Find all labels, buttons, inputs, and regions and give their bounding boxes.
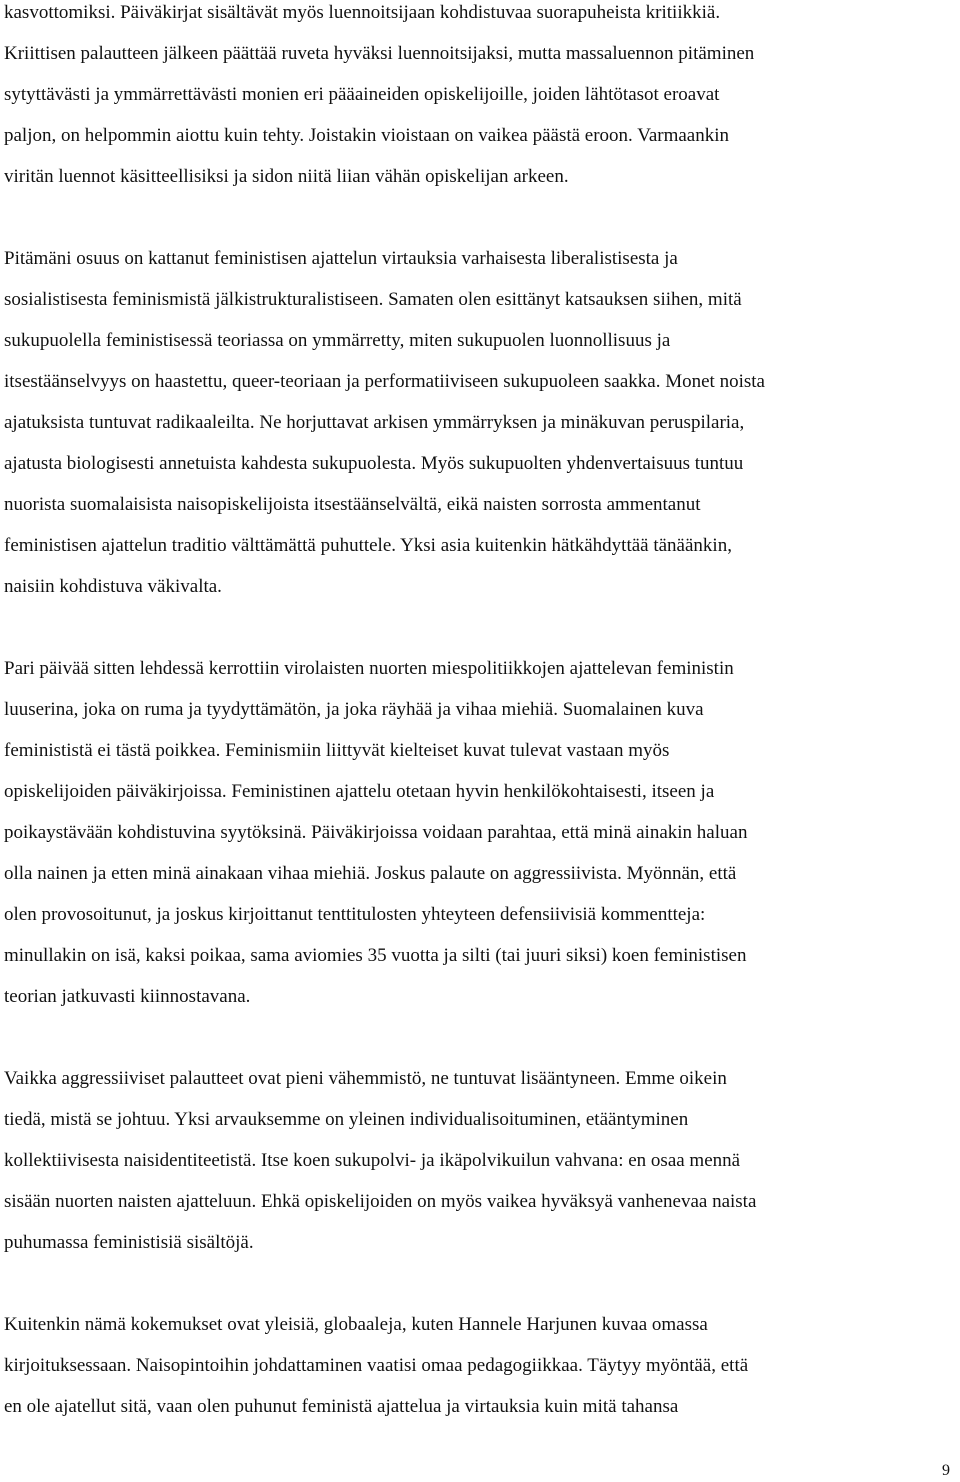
text-line: sosialistisesta feminismistä jälkistrukturalistiseen. Samaten olen esittänyt katsauksen siihen, mitä [4, 289, 742, 310]
text-line: itsestäänselvyys on haastettu, queer-teoriaan ja performatiiviseen sukupuoleen saakka. Monet noista [4, 371, 765, 392]
text-line: naisiin kohdistuva väkivalta. [4, 576, 222, 597]
page-number: 9 [942, 1462, 950, 1479]
text-line: tiedä, mistä se johtuu. Yksi arvauksemme on yleinen individualisoituminen, etääntyminen [4, 1109, 689, 1130]
text-line: ajatuksista tuntuvat radikaaleilta. Ne horjuttavat arkisen ymmärryksen ja minäkuvan peruspilaria, [4, 412, 745, 433]
text-line: Kriittisen palautteen jälkeen päättää ruveta hyväksi luennoitsijaksi, mutta massaluennon pitäminen [4, 43, 755, 64]
text-line: paljon, on helpommin aiottu kuin tehty. Joistakin vioistaan on vaikea päästä eroon. Varmaankin [4, 125, 730, 146]
text-line: olla nainen ja etten minä ainakaan vihaa miehiä. Joskus palaute on aggressiivista. Myönnän, että [4, 863, 737, 884]
text-line: olen provosoitunut, ja joskus kirjoittanut tenttitulosten yhteyteen defensiivisiä kommentteja: [4, 904, 706, 925]
text-line: feminististä ei tästä poikkea. Feminismiin liittyvät kielteiset kuvat tulevat vastaan myös [4, 740, 670, 761]
text-line: viritän luennot käsitteellisiksi ja sidon niitä liian vähän opiskelijan arkeen. [4, 166, 569, 187]
text-line: ajatusta biologisesti annetuista kahdesta sukupuolesta. Myös sukupuolten yhdenvertaisuus tuntuu [4, 453, 744, 474]
text-line: poikaystävään kohdistuvina syytöksinä. Päiväkirjoissa voidaan parahtaa, että minä ainakin haluan [4, 822, 748, 843]
text-line: Kuitenkin nämä kokemukset ovat yleisiä, globaaleja, kuten Hannele Harjunen kuvaa omassa [4, 1314, 708, 1335]
text-line: sukupuolella feministisessä teoriassa on ymmärretty, miten sukupuolen luonnollisuus ja [4, 330, 671, 351]
text-line: feministisen ajattelun traditio välttämättä puhuttele. Yksi asia kuitenkin hätkähdyttää tänäänkin, [4, 535, 732, 556]
text-line: kollektiivisesta naisidentiteetistä. Itse koen sukupolvi- ja ikäpolvikuilun vahvana: en osaa mennä [4, 1150, 741, 1171]
text-line: sisään nuorten naisten ajatteluun. Ehkä opiskelijoiden on myös vaikea hyväksyä vanhenevaa naista [4, 1191, 757, 1212]
text-line: luuserina, joka on ruma ja tyydyttämätön, ja joka räyhää ja vihaa miehiä. Suomalainen kuva [4, 699, 704, 720]
text-line: en ole ajatellut sitä, vaan olen puhunut feministä ajattelua ja virtauksia kuin mitä tahansa [4, 1396, 679, 1417]
text-line: Vaikka aggressiiviset palautteet ovat pieni vähemmistö, ne tuntuvat lisääntyneen. Emme oikein [4, 1068, 727, 1089]
text-line: opiskelijoiden päiväkirjoissa. Feministinen ajattelu otetaan hyvin henkilökohtaisesti, itseen ja [4, 781, 715, 802]
text-line: Pari päivää sitten lehdessä kerrottiin virolaisten nuorten miespolitiikkojen ajattelevan feministin [4, 658, 734, 679]
text-line: teorian jatkuvasti kiinnostavana. [4, 986, 251, 1007]
text-line: nuorista suomalaisista naisopiskelijoista itsestäänselvältä, eikä naisten sorrosta ammentanut [4, 494, 701, 515]
text-line: puhumassa feministisiä sisältöjä. [4, 1232, 254, 1253]
text-line: Pitämäni osuus on kattanut feministisen ajattelun virtauksia varhaisesta liberalistisesta ja [4, 248, 678, 269]
text-line: minullakin on isä, kaksi poikaa, sama aviomies 35 vuotta ja silti (tai juuri siksi) koen feministisen [4, 945, 747, 966]
text-line: sytyttävästi ja ymmärrettävästi monien eri pääaineiden opiskelijoille, joiden lähtötasot eroavat [4, 84, 720, 105]
text-line: kirjoituksessaan. Naisopintoihin johdattaminen vaatisi omaa pedagogiikkaa. Täytyy myöntää, että [4, 1355, 749, 1376]
text-line: kasvottomiksi. Päiväkirjat sisältävät myös luennoitsijaan kohdistuvaa suorapuheista kritiikkiä. [4, 2, 721, 23]
